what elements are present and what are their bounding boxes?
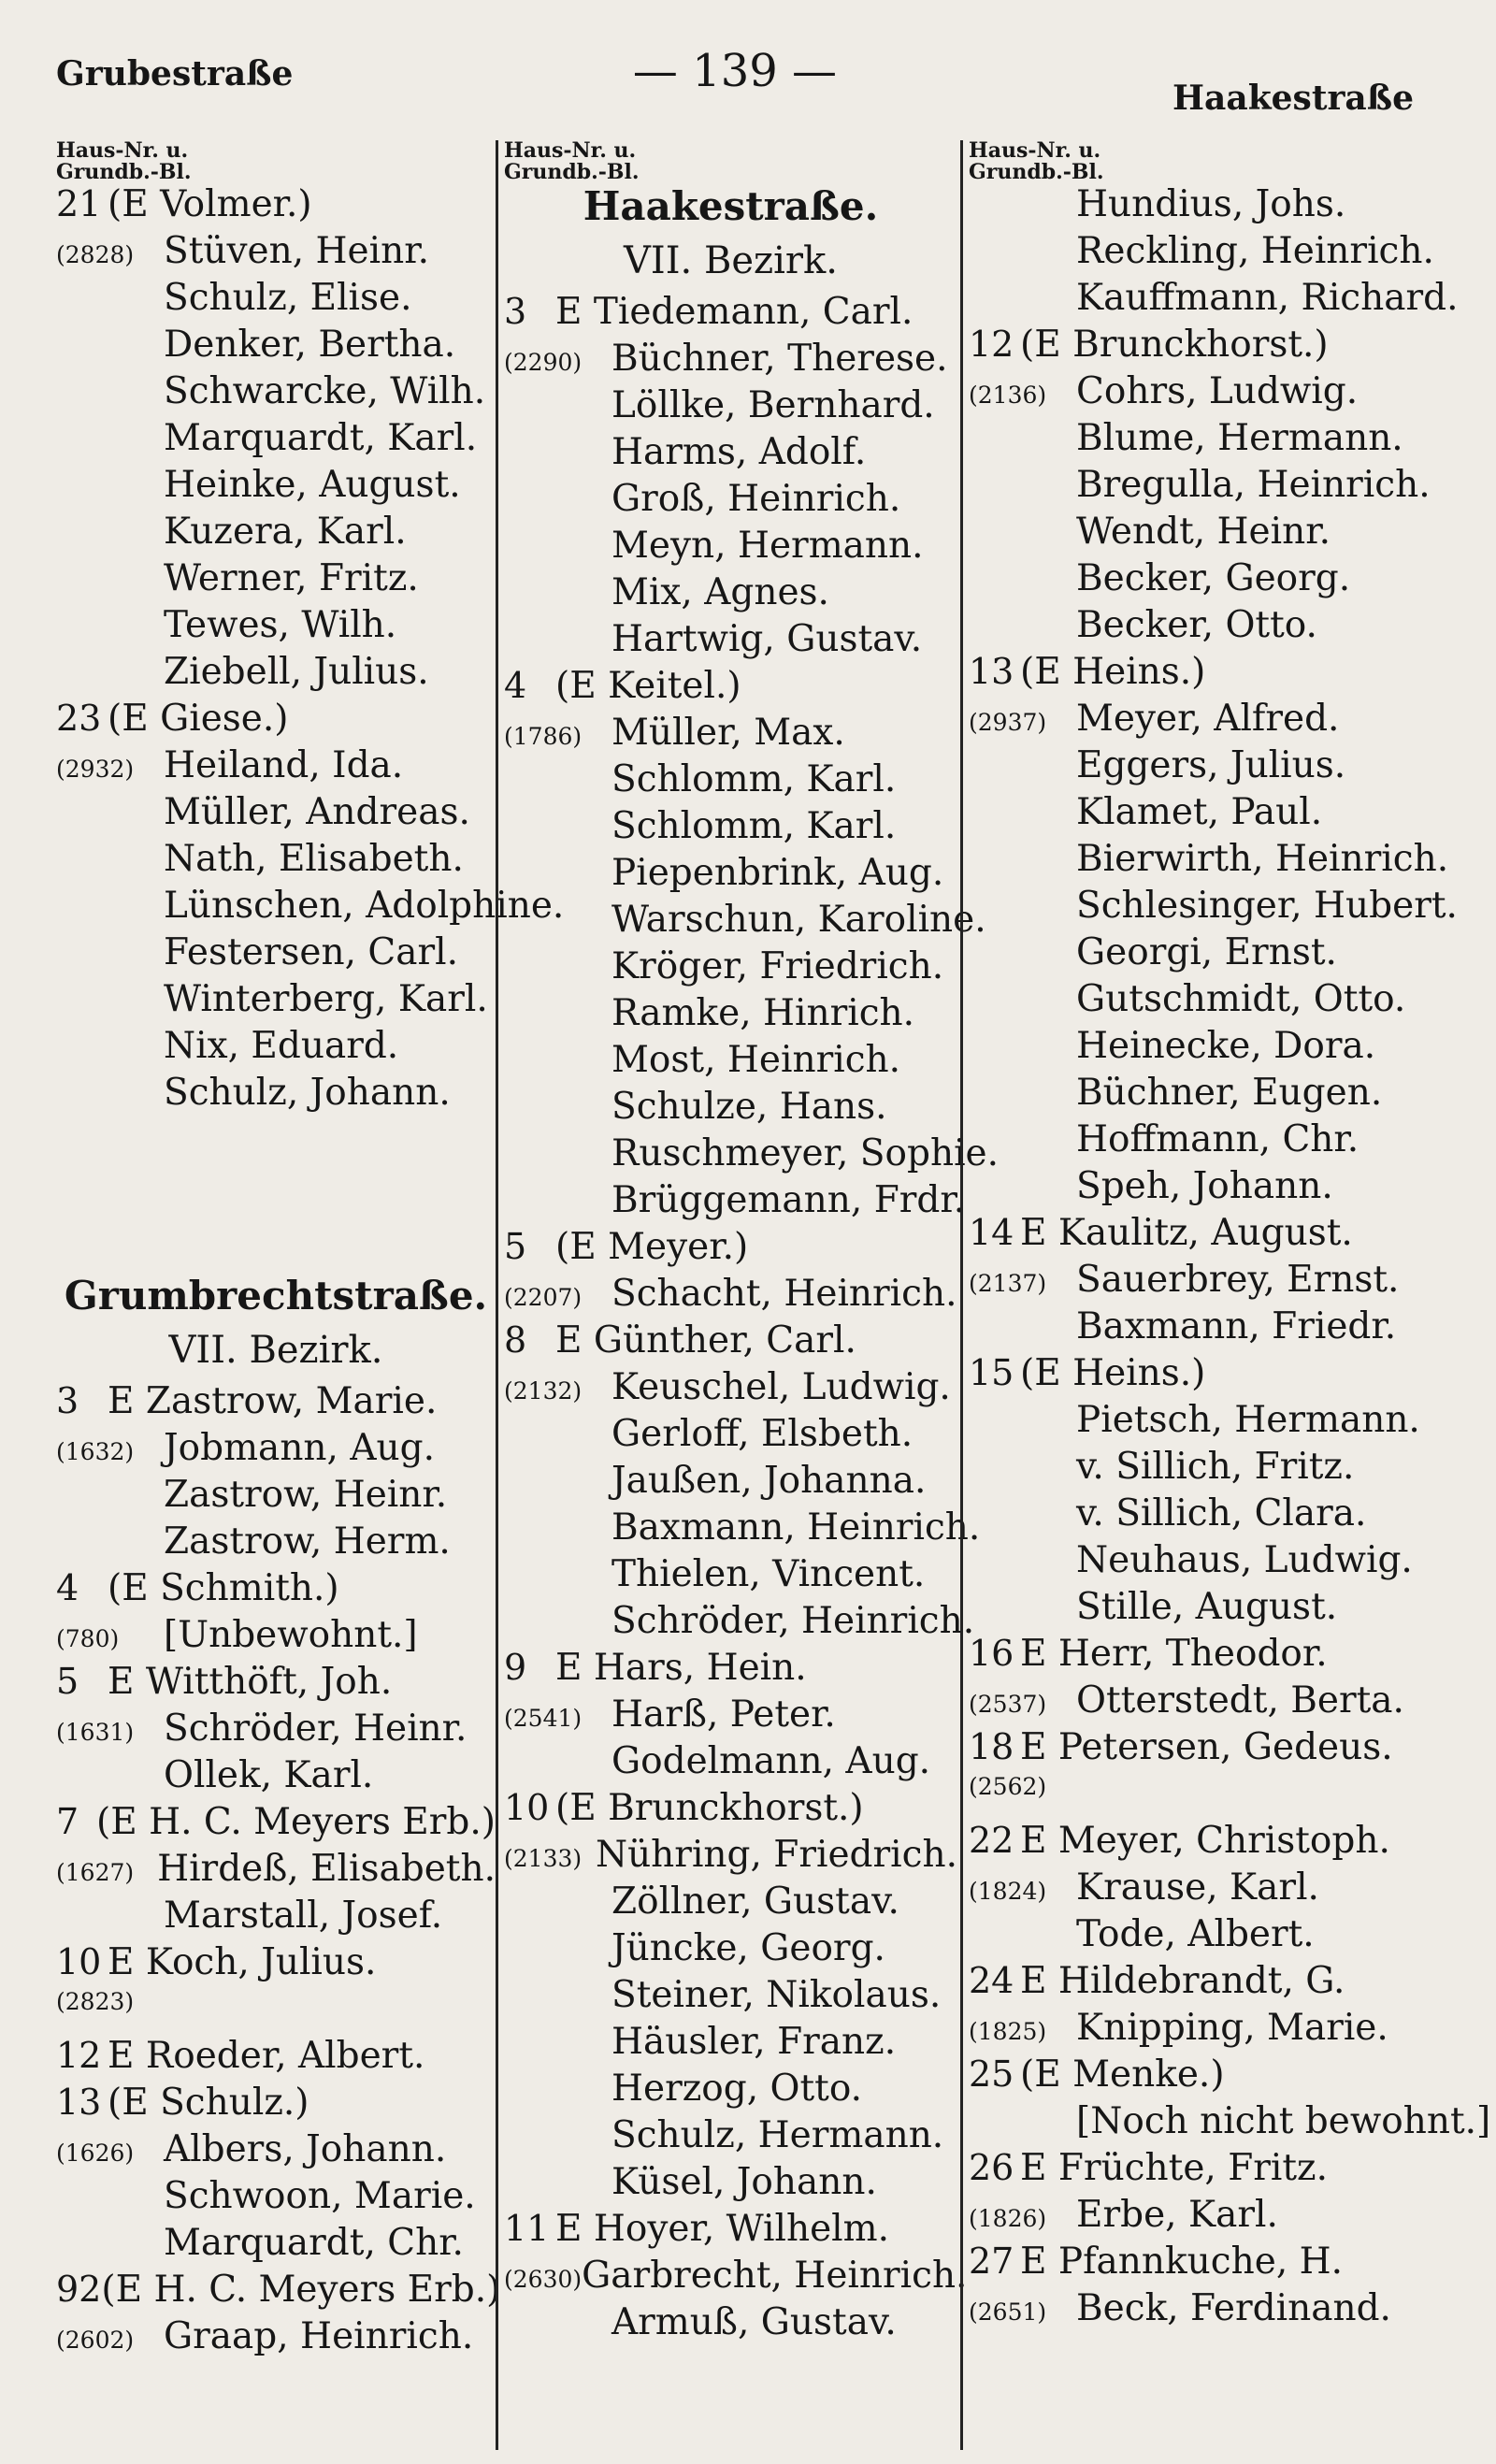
resident-row: Becker, Otto. — [1076, 604, 1317, 646]
resident-row: Kröger, Friedrich. — [611, 945, 944, 987]
house-entry: 5 (E Meyer.) — [504, 1226, 749, 1268]
house-entry: 12 (E Brunckhorst.) — [969, 324, 1329, 366]
resident-row: (1824) Krause, Karl. — [969, 1866, 1319, 1909]
resident-row: (2137) Sauerbrey, Ernst. — [969, 1259, 1400, 1301]
resident-row: Thielen, Vincent. — [611, 1553, 926, 1595]
resident-row: Ruschmeyer, Sophie. — [611, 1132, 1000, 1174]
resident-row: (2136) Cohrs, Ludwig. — [969, 370, 1359, 412]
resident-row: Häusler, Franz. — [611, 2021, 897, 2063]
resident-row: Mix, Agnes. — [611, 571, 829, 613]
resident-row: Schlomm, Karl. — [611, 758, 897, 800]
resident-row: (2537) Otterstedt, Berta. — [969, 1679, 1404, 1722]
resident-row: (2651) Beck, Ferdinand. — [969, 2287, 1391, 2329]
house-entry: 92 (E H. C. Meyers Erb.) — [56, 2269, 501, 2311]
resident-row: Reckling, Heinrich. — [1076, 230, 1434, 272]
resident-row: [Noch nicht bewohnt.] — [1076, 2100, 1491, 2142]
house-entry: 23 (E Giese.) — [56, 698, 289, 740]
resident-row: Küsel, Johann. — [611, 2161, 877, 2203]
resident-row: Schröder, Heinrich. — [611, 1600, 975, 1642]
resident-row: Hoffmann, Chr. — [1076, 1118, 1359, 1160]
resident-row: Ziebell, Julius. — [164, 651, 429, 693]
resident-row: v. Sillich, Clara. — [1076, 1492, 1367, 1535]
resident-row: Schwoon, Marie. — [164, 2175, 476, 2217]
resident-row: (1786) Müller, Max. — [504, 712, 845, 754]
district-label: VII. Bezirk. — [168, 1329, 383, 1372]
resident-row: Nath, Elisabeth. — [164, 838, 464, 880]
resident-row: Winterberg, Karl. — [164, 978, 488, 1020]
resident-row: Schulz, Johann. — [164, 1072, 451, 1114]
resident-row: Herzog, Otto. — [611, 2068, 863, 2110]
house-entry: 26 E Früchte, Fritz. — [969, 2147, 1328, 2189]
house-entry: 14 E Kaulitz, August. — [969, 1212, 1353, 1254]
house-entry: 8 E Günther, Carl. — [504, 1319, 856, 1362]
house-entry: 4 (E Schmith.) — [56, 1567, 339, 1609]
house-entry: 12 E Roeder, Albert. — [56, 2035, 425, 2077]
resident-row: Eggers, Julius. — [1076, 744, 1346, 786]
house-entry: 7 (E H. C. Meyers Erb.) — [56, 1801, 496, 1843]
resident-row: Schulze, Hans. — [611, 1086, 887, 1128]
section-title: Haakestraße. — [583, 183, 879, 229]
resident-row: Piepenbrink, Aug. — [611, 852, 944, 894]
resident-row: Heinke, August. — [164, 464, 461, 506]
resident-row: (1632) Jobmann, Aug. — [56, 1427, 435, 1469]
resident-row: (1627) Hirdeß, Elisabeth. — [56, 1848, 496, 1890]
resident-row: Zöllner, Gustav. — [611, 1880, 899, 1923]
resident-row: Tode, Albert. — [1076, 1913, 1315, 1955]
resident-row: (2133) Nühring, Friedrich. — [504, 1834, 957, 1876]
resident-row: Schlomm, Karl. — [611, 805, 897, 847]
register-number: (2828) — [56, 241, 135, 268]
resident-row: Harms, Adolf. — [611, 431, 867, 473]
house-entry: 3 E Zastrow, Marie. — [56, 1380, 438, 1422]
resident-row: Blume, Hermann. — [1076, 417, 1403, 459]
resident-row: Nix, Eduard. — [164, 1025, 399, 1067]
resident-row: (2602) Graap, Heinrich. — [56, 2315, 474, 2357]
resident-row: (2132) Keuschel, Ludwig. — [504, 1366, 951, 1408]
resident-row: Becker, Georg. — [1076, 557, 1351, 599]
resident-row: Kauffmann, Richard. — [1076, 277, 1459, 319]
house-entry: 24 E Hildebrandt, G. — [969, 1960, 1345, 2002]
resident-row: Jaußen, Johanna. — [611, 1460, 927, 1502]
resident-row: Marquardt, Karl. — [164, 417, 478, 459]
resident-row: Hartwig, Gustav. — [611, 618, 923, 660]
resident-row: Armuß, Gustav. — [611, 2301, 897, 2343]
resident-row: (1631) Schröder, Heinr. — [56, 1708, 468, 1750]
resident-row: Klamet, Paul. — [1076, 791, 1323, 833]
house-entry: 15 (E Heins.) — [969, 1352, 1206, 1394]
resident-row: Marquardt, Chr. — [164, 2222, 464, 2264]
resident-row: Bregulla, Heinrich. — [1076, 464, 1431, 506]
house-entry: 10 (E Brunckhorst.) — [504, 1787, 864, 1829]
resident-row: Baxmann, Heinrich. — [611, 1506, 981, 1549]
house-entry — [56, 183, 496, 230]
resident-row: v. Sillich, Fritz. — [1076, 1446, 1355, 1488]
register-row: (2823) — [56, 1988, 135, 2015]
resident-row: Ramke, Hinrich. — [611, 992, 915, 1034]
resident-row: Lünschen, Adolphine. — [164, 885, 565, 927]
resident-row: Neuhaus, Ludwig. — [1076, 1539, 1413, 1581]
house-entry: 27 E Pfannkuche, H. — [969, 2241, 1344, 2283]
resident-row: (1825) Knipping, Marie. — [969, 2007, 1388, 2049]
district-label: VII. Bezirk. — [624, 239, 838, 282]
header-right-street: Haakestraße — [1172, 79, 1414, 118]
header-left-street: Grubestraße — [56, 54, 294, 94]
column-heading: Haus-Nr. u. Grundb.-Bl. — [504, 138, 640, 184]
register-row: (2562) — [969, 1773, 1047, 1800]
house-entry: 25 (E Menke.) — [969, 2053, 1225, 2096]
resident-row: Gerloff, Elsbeth. — [611, 1413, 913, 1455]
house-entry: 18 E Petersen, Gedeus. — [969, 1726, 1393, 1768]
resident-row: Wendt, Heinr. — [1076, 511, 1331, 553]
resident-row: (1826) Erbe, Karl. — [969, 2194, 1278, 2236]
resident-row: Marstall, Josef. — [164, 1895, 443, 1937]
resident-row: Godelmann, Aug. — [611, 1740, 931, 1782]
spacer — [56, 1118, 496, 1273]
resident-row: Zastrow, Heinr. — [164, 1474, 448, 1516]
resident-row: (2937) Meyer, Alfred. — [969, 698, 1340, 740]
resident-row: Schulz, Hermann. — [611, 2114, 944, 2156]
resident-row: (2207) Schacht, Heinrich. — [504, 1273, 957, 1315]
resident-row: Löllke, Bernhard. — [611, 384, 935, 426]
resident-row: (2290) Büchner, Therese. — [504, 338, 948, 380]
resident-row: Hundius, Johs. — [1076, 183, 1346, 225]
resident-row: Schulz, Elise. — [164, 277, 412, 319]
house-entry: 13 (E Schulz.) — [56, 2082, 309, 2124]
resident-row: Meyn, Hermann. — [611, 525, 924, 567]
resident-row: Stille, August. — [1076, 1586, 1338, 1628]
resident-row: Georgi, Ernst. — [1076, 931, 1337, 973]
resident-row: Speh, Johann. — [1076, 1165, 1333, 1207]
resident-row: (1626) Albers, Johann. — [56, 2128, 447, 2170]
resident-row: Festersen, Carl. — [164, 931, 459, 973]
resident-row — [56, 230, 496, 277]
house-entry: 5 E Witthöft, Joh. — [56, 1661, 393, 1703]
resident-row: Ollek, Karl. — [164, 1754, 374, 1796]
resident-row: Steiner, Nikolaus. — [611, 1974, 942, 2016]
resident-row: Gutschmidt, Otto. — [1076, 978, 1406, 1020]
column-heading: Haus-Nr. u. Grundb.-Bl. — [969, 138, 1104, 184]
resident-row: Schlesinger, Hubert. — [1076, 885, 1458, 927]
house-entry: 10 E Koch, Julius. — [56, 1941, 377, 1983]
resident-row: Heinecke, Dora. — [1076, 1025, 1376, 1067]
resident-row: Brüggemann, Frdr. — [611, 1179, 966, 1221]
resident-row: (2630) Garbrecht, Heinrich. — [504, 2255, 968, 2297]
resident-row: Denker, Bertha. — [164, 324, 456, 366]
owner: (E Volmer.) — [108, 183, 312, 225]
resident-row: Werner, Fritz. — [164, 557, 419, 599]
resident-row: Büchner, Eugen. — [1076, 1072, 1383, 1114]
house-entry: 9 E Hars, Hein. — [504, 1647, 807, 1689]
column-heading: Haus-Nr. u. Grundb.-Bl. — [56, 138, 192, 184]
resident-row: Baxmann, Friedr. — [1076, 1305, 1397, 1347]
resident-row: Kuzera, Karl. — [164, 511, 407, 553]
resident-row: Schwarcke, Wilh. — [164, 370, 486, 412]
house-entry: 22 E Meyer, Christoph. — [969, 1820, 1390, 1862]
section-title: Grumbrechtstraße. — [64, 1273, 488, 1318]
house-entry: 16 E Herr, Theodor. — [969, 1633, 1328, 1675]
resident-row: Most, Heinrich. — [611, 1039, 901, 1081]
page-header — [56, 45, 1414, 118]
resident-row: Bierwirth, Heinrich. — [1076, 838, 1449, 880]
resident-row: Zastrow, Herm. — [164, 1520, 451, 1563]
house-entry: 3 E Tiedemann, Carl. — [504, 291, 913, 333]
resident-row: (2932) Heiland, Ida. — [56, 744, 404, 786]
resident-row: Jüncke, Georg. — [611, 1927, 885, 1969]
house-number: 21 — [56, 183, 102, 224]
column-1 — [56, 138, 565, 2450]
resident-row: Tewes, Wilh. — [164, 604, 397, 646]
resident-row: (2541) Harß, Peter. — [504, 1693, 836, 1736]
house-entry: 11 E Hoyer, Wilhelm. — [504, 2208, 890, 2250]
resident-row: Warschun, Karoline. — [611, 899, 986, 941]
page-number: — 139 — — [632, 45, 838, 97]
house-entry: 13 (E Heins.) — [969, 651, 1206, 693]
resident-row: Groß, Heinrich. — [611, 478, 901, 520]
column-3 — [960, 138, 1491, 2450]
column-2 — [496, 138, 1000, 2450]
resident-row: (780) [Unbewohnt.] — [56, 1614, 418, 1656]
resident-row: Pietsch, Hermann. — [1076, 1399, 1420, 1441]
resident-row: Müller, Andreas. — [164, 791, 470, 833]
resident: Stüven, Heinr. — [164, 230, 429, 272]
house-entry: 4 (E Keitel.) — [504, 665, 741, 707]
